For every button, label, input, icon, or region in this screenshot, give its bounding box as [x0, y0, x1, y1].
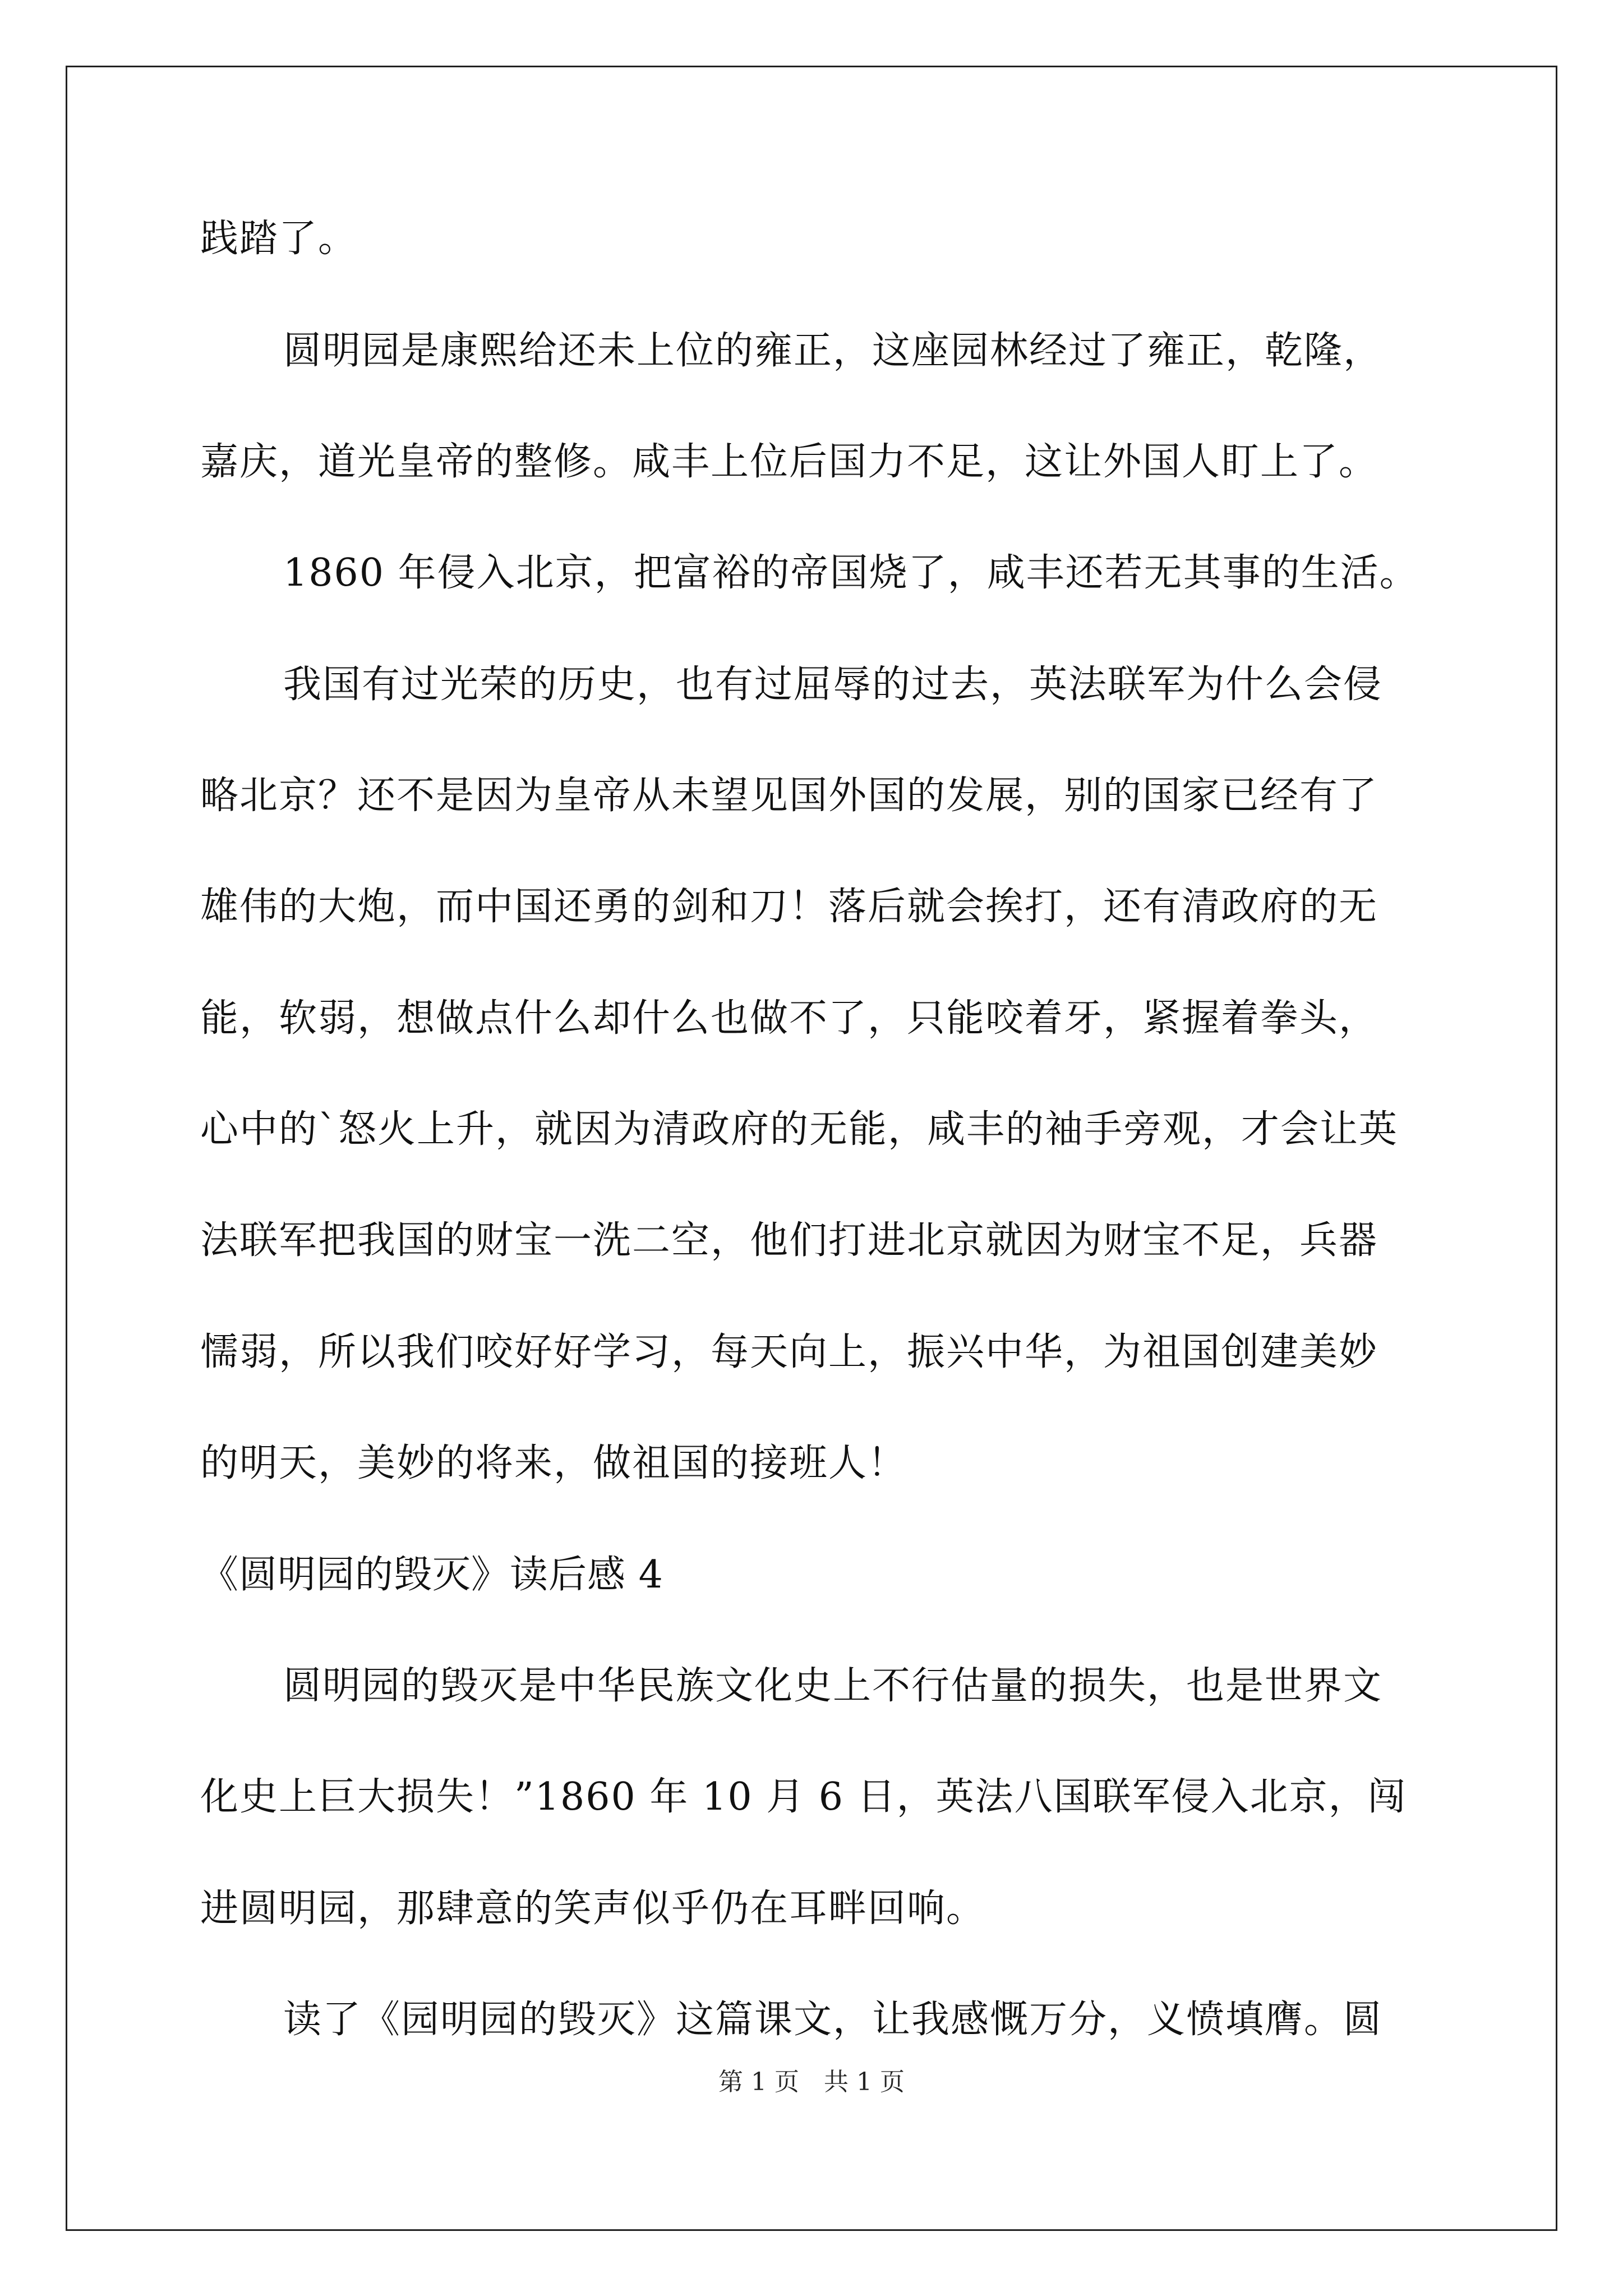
text-line-5: 我国有过光荣的历史，也有过屈辱的过去，英法联军为什么会侵 — [283, 662, 1383, 707]
text-line-8: 能，软弱，想做点什么却什么也做不了，只能咬着牙，紧握着拳头， — [200, 996, 1378, 1041]
text-line-16: 进圆明园，那肆意的笑声似乎仍在耳畔回响。 — [200, 1887, 986, 1931]
text-line-9: 心中的`怒火上升，就因为清政府的无能，咸丰的袖手旁观，才会让英 — [200, 1107, 1399, 1152]
text-line-6: 略北京？还不是因为皇帝从未望见国外国的发展，别的国家已经有了 — [200, 774, 1378, 818]
text-line-3: 嘉庆，道光皇帝的整修。咸丰上位后国力不足，这让外国人盯上了。 — [200, 440, 1378, 484]
text-line-4: 1860 年侵入北京，把富裕的帝国烧了，咸丰还若无其事的生活。 — [283, 551, 1419, 595]
text-line-2: 圆明园是康熙给还未上位的雍正，这座园林经过了雍正，乾隆， — [283, 329, 1383, 373]
text-line-12: 的明天，美妙的将来，做祖国的接班人！ — [200, 1441, 907, 1485]
section-heading: 《圆明园的毁灭》读后感 4 — [200, 1553, 663, 1597]
text-line-10: 法联军把我国的财宝一洗二空，他们打进北京就因为财宝不足，兵器 — [200, 1218, 1378, 1263]
text-line-15: 化史上巨大损失！”1860 年 10 月 6 日，英法八国联军侵入北京，闯 — [200, 1775, 1407, 1819]
text-line-17: 读了《园明园的毁灭》这篇课文，让我感慨万分，义愤填膺。圆 — [283, 1998, 1383, 2042]
text-line-14: 圆明园的毁灭是中华民族文化史上不行估量的损失，也是世界文 — [283, 1664, 1383, 1708]
text-line-7: 雄伟的大炮，而中国还勇的剑和刀！落后就会挨打，还有清政府的无 — [200, 885, 1378, 929]
page-footer: 第 1 页 共 1 页 — [718, 2068, 905, 2096]
text-line-11: 懦弱，所以我们咬好好学习，每天向上，振兴中华，为祖国创建美妙 — [200, 1330, 1378, 1374]
text-line-1: 践踏了。 — [200, 217, 358, 261]
